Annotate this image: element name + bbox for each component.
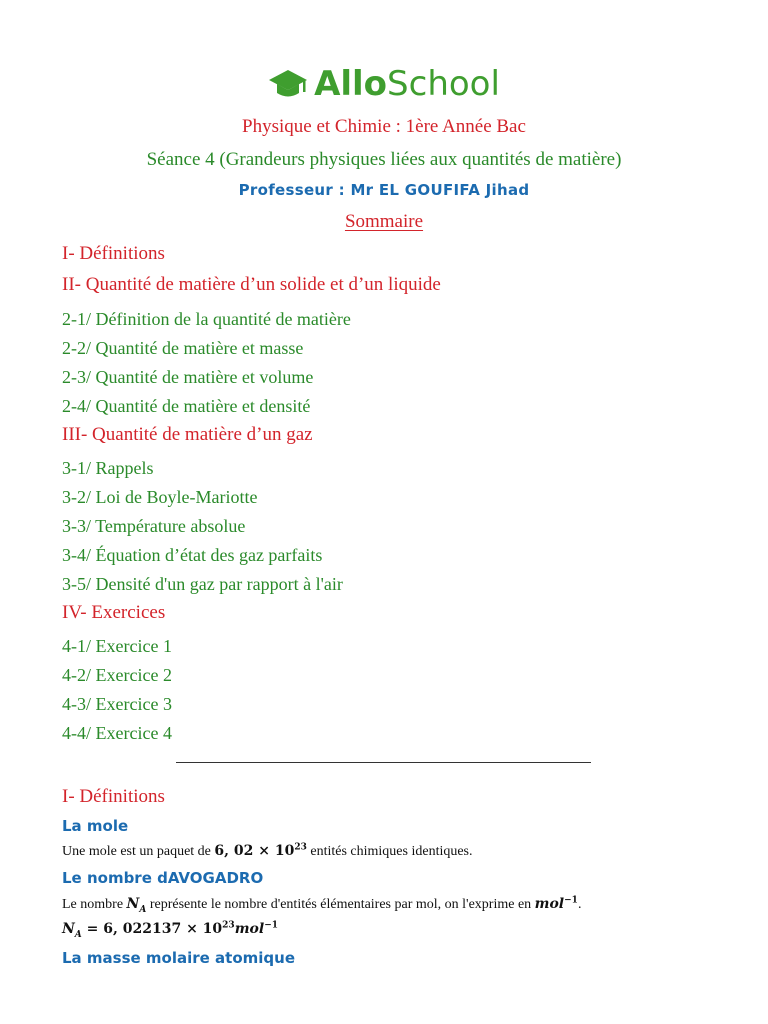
toc-item[interactable]: IV- Exercices xyxy=(62,602,166,623)
toc-item[interactable]: 2-2/ Quantité de matière et masse xyxy=(62,338,304,358)
logo-part-school: School xyxy=(387,64,500,104)
mole-definition xyxy=(62,843,473,860)
toc-item[interactable]: 2-3/ Quantité de matière et volume xyxy=(62,367,314,387)
toc-item[interactable]: III- Quantité de matière d’un gaz xyxy=(62,424,313,445)
toc-item[interactable]: II- Quantité de matière d’un solide et d’un liquide xyxy=(62,274,441,295)
formula-lhs: N xyxy=(62,921,75,937)
alloschool-logo[interactable] xyxy=(0,64,768,104)
avogadro-symbol: N xyxy=(126,896,140,912)
formula-value: = 6, 022137 × 10 xyxy=(81,921,223,937)
toc-item[interactable]: 2-1/ Définition de la quantité de matière xyxy=(62,309,351,329)
graduation-cap-icon xyxy=(268,68,308,102)
heading-molar-mass: La masse molaire atomique xyxy=(62,949,295,967)
summary-title: Sommaire xyxy=(344,211,424,232)
formula-unit: mol xyxy=(234,921,265,937)
toc-item[interactable]: 4-1/ Exercice 1 xyxy=(62,636,172,656)
logo-wordmark xyxy=(314,64,500,104)
mole-value: 6, 02 × 10 xyxy=(214,843,295,859)
toc-item[interactable]: 4-3/ Exercice 3 xyxy=(62,694,172,714)
section-title-definitions: I- Définitions xyxy=(62,786,165,807)
toc-item[interactable]: 3-3/ Température absolue xyxy=(62,516,246,536)
toc-item[interactable]: 3-2/ Loi de Boyle-Mariotte xyxy=(62,487,258,507)
avogadro-formula xyxy=(62,921,278,938)
mole-text-before: Une mole est un paquet de xyxy=(62,844,215,859)
avogadro-subscript: A xyxy=(139,904,147,915)
professor-line: Professeur : Mr EL GOUFIFA Jihad xyxy=(238,181,530,199)
seance-title: Séance 4 (Grandeurs physiques liées aux quantités de matière) xyxy=(146,149,622,170)
avogadro-definition xyxy=(62,896,581,913)
formula-exponent: 23 xyxy=(222,920,235,931)
avogadro-unit-exponent: −1 xyxy=(564,895,578,906)
avogadro-text-before: Le nombre xyxy=(62,897,127,912)
section-divider xyxy=(176,762,591,763)
toc-item[interactable]: 3-1/ Rappels xyxy=(62,458,154,478)
toc-item[interactable]: 3-4/ Équation d’état des gaz parfaits xyxy=(62,545,323,565)
avogadro-text-mid: représente le nombre d'entités élémentaires par mol, on l'exprime en xyxy=(146,897,535,912)
toc-item[interactable]: 4-4/ Exercice 4 xyxy=(62,723,172,743)
heading-avogadro: Le nombre dAVOGADRO xyxy=(62,869,264,887)
toc-item[interactable]: 2-4/ Quantité de matière et densité xyxy=(62,396,311,416)
avogadro-text-end: . xyxy=(577,897,582,912)
heading-la-mole: La mole xyxy=(62,817,129,835)
mole-text-after: entités chimiques identiques. xyxy=(306,844,473,859)
formula-subscript: A xyxy=(74,929,82,940)
subject-title: Physique et Chimie : 1ère Année Bac xyxy=(242,116,526,137)
mole-exponent: 23 xyxy=(294,842,307,853)
formula-unit-exponent: −1 xyxy=(264,920,278,931)
toc-item[interactable]: 3-5/ Densité d'un gaz par rapport à l'air xyxy=(62,574,343,594)
toc-item[interactable]: I- Définitions xyxy=(62,243,165,264)
logo-part-allo: Allo xyxy=(314,64,388,104)
toc-item[interactable]: 4-2/ Exercice 2 xyxy=(62,665,172,685)
avogadro-unit: mol xyxy=(534,896,565,912)
